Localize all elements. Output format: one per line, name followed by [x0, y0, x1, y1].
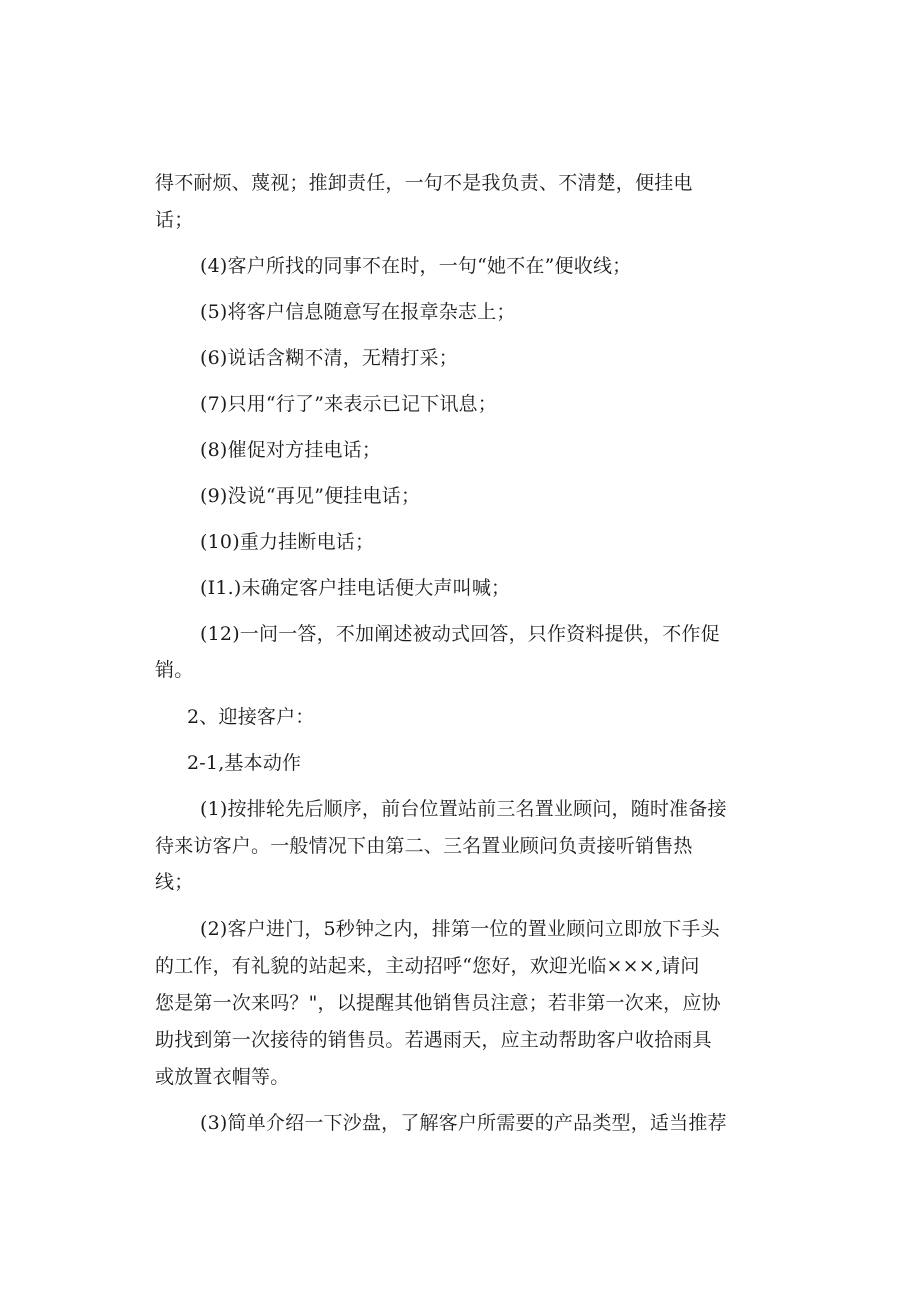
text-line: 得不耐烦、蔑视；推卸责任，一句不是我负责、不清楚，便挂电 [155, 172, 693, 194]
text-line: 待来访客户。一般情况下由第二、三名置业顾问负责接听销售热 [155, 835, 693, 857]
text-line: 线； [155, 871, 194, 893]
list-item: (8)催促对方挂电话； [200, 439, 382, 461]
list-item: (7)只用“行了”来表示已记下讯息； [200, 393, 497, 415]
list-item: (9)没说“再见”便挂电话； [200, 485, 421, 507]
text-line: 话； [155, 209, 194, 231]
list-item: (2)客户进门，5秒钟之内，排第一位的置业顾问立即放下手头 [200, 918, 720, 940]
section-heading: 2、迎接客户： [187, 706, 315, 728]
list-item: (5)将客户信息随意写在报章杂志上； [200, 301, 516, 323]
text-line: 的工作，有礼貌的站起来，主动招呼“您好，欢迎光临×××,请问 [155, 955, 700, 977]
list-item: (I1.)未确定客户挂电话便大声叫喊； [200, 577, 511, 599]
text-line: 您是第一次来吗？"，以提醒其他销售员注意；若非第一次来，应协 [155, 992, 721, 1014]
list-item: (4)客户所找的同事不在时，一句“她不在”便收线； [200, 255, 632, 277]
list-item: (3)简单介绍一下沙盘，了解客户所需要的产品类型，适当推荐 [200, 1112, 727, 1134]
text-line: 或放置衣帽等。 [155, 1066, 290, 1088]
text-line: 销。 [155, 659, 194, 681]
list-item: (1)按排轮先后顺序，前台位置站前三名置业顾问，随时准备接 [200, 798, 727, 820]
list-item: (6)说话含糊不清，无精打采； [200, 347, 458, 369]
list-item: (10)重力挂断电话； [200, 531, 375, 553]
list-item: (12)一问一答，不加阐述被动式回答，只作资料提供，不作促 [200, 623, 720, 645]
subsection-heading: 2-1,基本动作 [187, 752, 302, 774]
text-line: 助找到第一次接待的销售员。若遇雨天，应主动帮助客户收拾雨具 [155, 1029, 712, 1051]
